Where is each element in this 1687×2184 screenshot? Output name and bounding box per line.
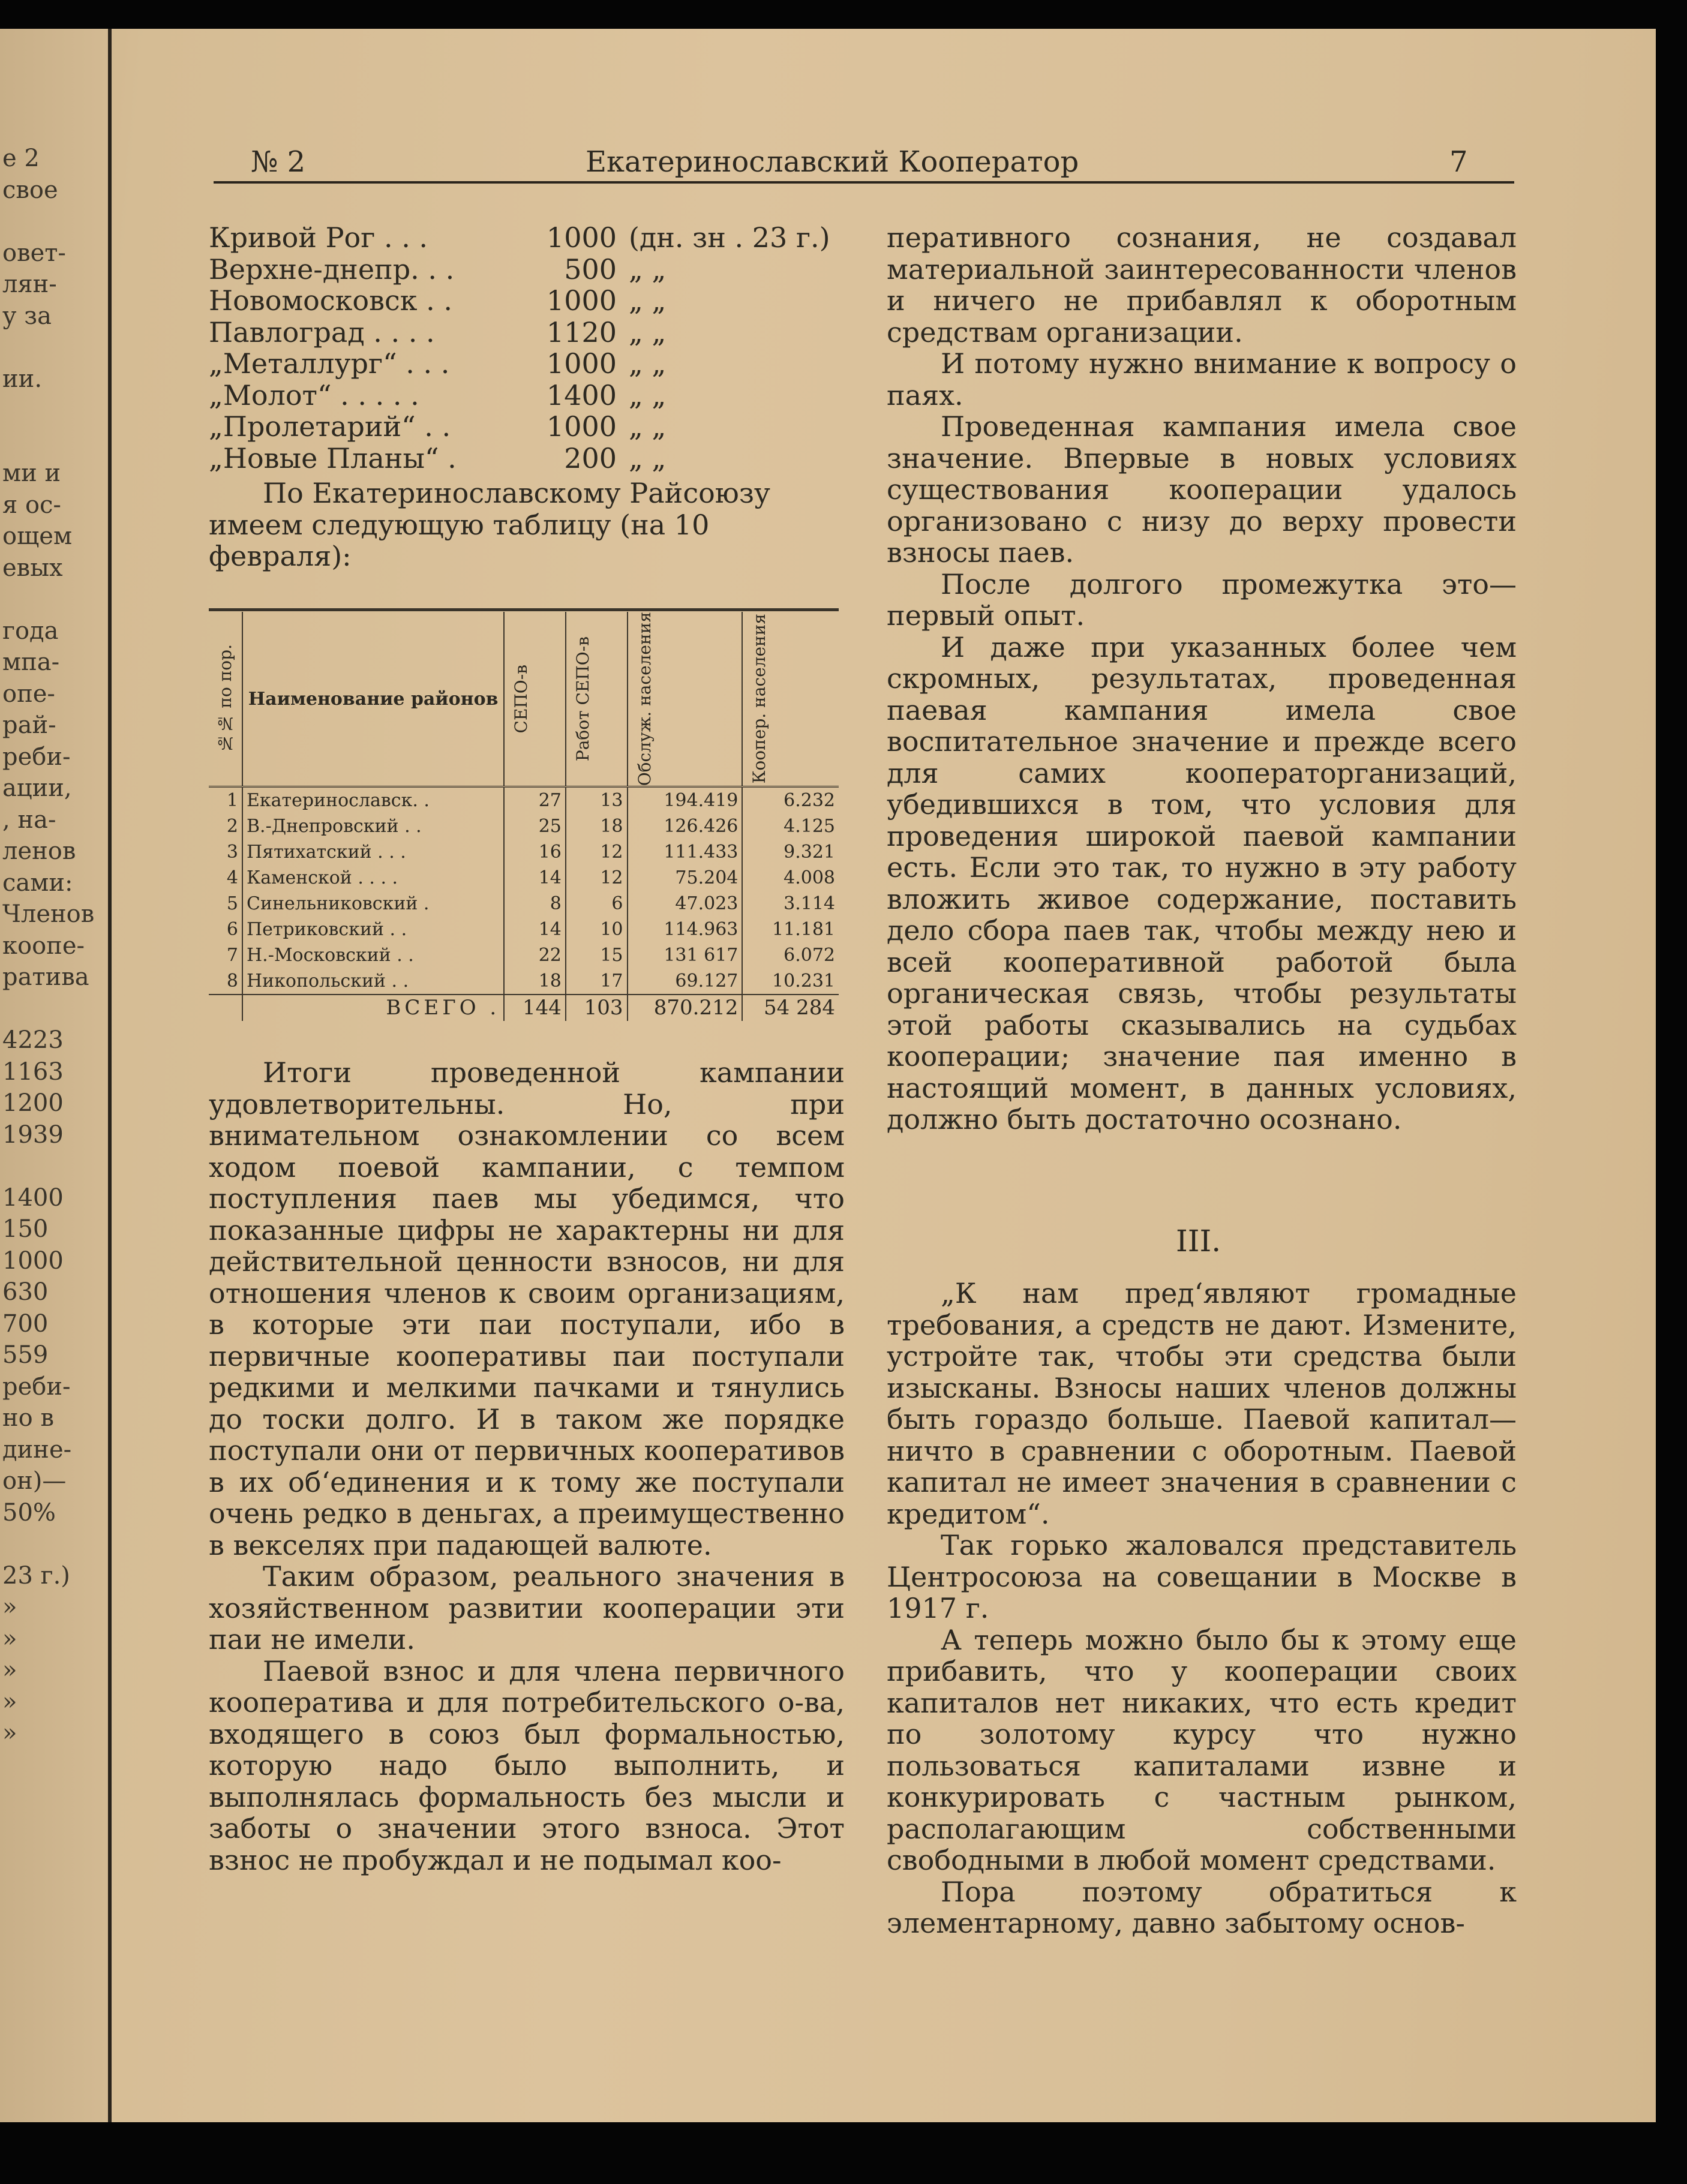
paragraph: перативного сознания, не создавал материальной заинтересованности членов и ничего не прибавлял к оборотным средствам организации. [887,221,1517,349]
union-list-row [209,317,845,349]
previous-page-line: евых [2,554,63,582]
cell-served: 47.023 [628,891,743,917]
cell-no: 3 [226,842,238,863]
cell-seno: 27 [504,787,566,814]
previous-page-line: 1400 [2,1183,64,1212]
total-served: 870.212 [628,995,743,1021]
previous-page-line: я ос- [2,491,61,519]
cell-no: 6 [226,919,238,941]
paragraph: Пора поэтому обратиться к элементарному, давно забытому основ- [887,1875,1517,1939]
previous-page-line: , на- [2,806,56,834]
cell-seno: 22 [504,942,566,968]
cell-coop: 6.232 [742,787,839,814]
col-header-served: Обслуж. населения [628,612,743,787]
previous-page-line: 630 [2,1278,49,1306]
previous-page-line: коопе- [2,932,85,960]
previous-page-line: 559 [2,1341,49,1369]
right-column-bottom [887,1278,1517,1939]
paragraph: И потому нужно внимание к вопросу о паях. [887,347,1517,411]
previous-page-line: рай- [2,711,56,739]
union-note: „ „ [629,316,667,349]
cell-seno: 14 [504,917,566,942]
cell-work: 15 [566,942,628,968]
cell-served: 131 617 [628,942,743,968]
previous-page-line: ации, [2,774,72,802]
cell-work: 17 [566,968,628,995]
previous-page-line: » [2,1624,17,1653]
union-list-row [209,443,845,474]
previous-page-line: е 2 [2,145,40,172]
cell-no: 5 [226,893,238,915]
cell-no: 2 [226,816,238,837]
union-note: „ „ [629,284,667,317]
previous-page-line: дине- [2,1435,72,1464]
previous-page-line: ленов [2,837,76,865]
union-list [209,222,845,474]
col-header-seno: СЕПО-в [504,612,566,787]
union-list-row [209,254,845,286]
cell-work: 13 [566,787,628,814]
table-row [209,942,839,968]
table-row [209,813,839,839]
table-row [209,968,839,995]
previous-page-line: года [2,617,59,645]
paragraph: После долгого промежутка это—первый опыт. [887,567,1517,632]
union-list-row [209,285,845,317]
previous-page-line: сами: [2,869,73,897]
cell-served: 75.204 [628,865,743,891]
union-name: Кривой Рог . . . [209,221,428,254]
col-header-work: Работ СЕПО-в [566,612,628,787]
col-header-name: Наименование районов [242,612,504,787]
union-list-row [209,380,845,411]
cell-served: 126.426 [628,813,743,839]
col-header-coop: Коопер. населения [742,612,839,787]
union-value: 1120 [546,316,617,349]
cell-served: 194.419 [628,787,743,814]
union-value: 1000 [546,284,617,317]
previous-page-line: ощем [2,522,73,550]
left-column-top [209,222,845,572]
total-seno: 144 [504,995,566,1021]
cell-work: 6 [566,891,628,917]
union-list-row [209,222,845,254]
cell-coop: 11.181 [742,917,839,942]
cell-seno: 14 [504,865,566,891]
cell-name: Екатеринославск. . [242,787,504,814]
cell-name: Н.-Московский . . [242,942,504,968]
table-row [209,891,839,917]
previous-page-line: » [2,1656,17,1684]
total-work: 103 [566,995,628,1021]
cell-work: 18 [566,813,628,839]
paragraph: „К нам пред‘являют громадные требования, а средств не дают. Измените, устройте так, чтобы эти средства были изысканы. Взносы наших членов должны быть гораздо больше. Паевой капитал—ничто в сравнении с оборотным. Паевой капитал не имеет значения в сравнении с кредитом“. [887,1277,1517,1530]
cell-served: 111.433 [628,839,743,865]
union-note: „ „ [629,378,667,411]
table-row [209,865,839,891]
right-column-top [887,222,1517,1135]
cell-name: Петриковский . . [242,917,504,942]
paragraph: И даже при указанных более чем скромных, результатах, проведенная паевая кампания имела свое воспитательное значение и прежде всего для самих кооператорганизаций, убедившихся в том, что условия для проведения широкой паевой кампании есть. Если это так, то нужно в эту работу вложить живое содержание, поставить дело сбора паев так, чтобы между нею и всей кооперативной работой была органическая связь, чтобы результаты этой работы сказывались на судьбах кооперации; значение пая именно в настоящий момент, в данных условиях, должно быть достаточно осознано. [887,630,1517,1135]
previous-page-line: он)— [2,1467,67,1495]
union-value: 1000 [546,410,617,443]
col-header-no: №№ по пор. [209,612,242,787]
previous-page-edge [0,29,112,2122]
cell-seno: 8 [504,891,566,917]
previous-page-line: реби- [2,743,71,771]
paragraph: Итоги проведенной кампании удовлетворительны. Но, при внимательном ознакомлении со всем ходом поевой кампании, с темпом поступления паев мы убедимся, что показанные цифры не характерны ни для действительной ценности взносов, ни для отношения членов к своим организациям, в которые эти паи поступали, ибо в первичные кооперативы паи поступали редкими и мелкими пачками и тянулись до тоски долго. И в таком же порядке поступали они от первичных кооперативов в их об‘единения и к тому же поступали очень редко в деньгах, а преимущественно в векселях при падающей валюте. [209,1056,845,1561]
table-top-rule [209,608,839,611]
union-name: „Молот“ . . . . . [209,378,419,411]
table-total-row [209,995,839,1021]
total-coop: 54 284 [742,995,839,1021]
table-intro: По Екатеринославскому Райсоюзу имеем следующую таблицу (на 10 февраля): [209,477,770,572]
issue-number: № 2 [251,145,306,179]
section-heading: III. [1176,1224,1221,1258]
cell-work: 12 [566,865,628,891]
union-value: 1000 [546,347,617,380]
cell-no: 7 [226,945,238,966]
previous-page-line: опе- [2,680,55,708]
previous-page-line: ми и [2,459,61,487]
previous-page-line: 23 г.) [2,1561,70,1590]
paragraph: Так горько жаловался представитель Центросоюза на совещании в Москве в 1917 г. [887,1529,1517,1624]
union-value: 1000 [546,221,617,254]
cell-coop: 4.125 [742,813,839,839]
union-note: (дн. зн . 23 г.) [629,221,830,254]
previous-page-line: 1939 [2,1120,64,1149]
journal-title: Екатеринославский Кооператор [586,145,1079,179]
cell-no: 8 [226,971,238,992]
previous-page-line: лян- [2,271,57,298]
union-name: Павлоград . . . . [209,316,435,349]
table-row [209,917,839,942]
union-name: „Металлург“ . . . [209,347,450,380]
page-header [214,143,1514,184]
previous-page-line: 1200 [2,1089,64,1117]
previous-page-line: 50% [2,1498,56,1527]
previous-page-line: 700 [2,1309,49,1338]
paragraph: Таким образом, реального значения в хозяйственном развитии кооперации эти паи не имели. [209,1560,845,1656]
cell-coop: 6.072 [742,942,839,968]
previous-page-line: свое [2,176,58,204]
cell-served: 69.127 [628,968,743,995]
cell-seno: 18 [504,968,566,995]
previous-page-line: но в [2,1404,54,1432]
previous-page-line: » [2,1593,17,1621]
cell-name: Пятихатский . . . [242,839,504,865]
cell-name: Синельниковский . [242,891,504,917]
cell-name: Никопольский . . [242,968,504,995]
union-note: „ „ [629,410,667,443]
cell-coop: 4.008 [742,865,839,891]
previous-page-line: ратива [2,963,89,991]
cell-coop: 3.114 [742,891,839,917]
union-note: „ „ [629,441,667,474]
union-list-row [209,411,845,443]
union-note: „ „ [629,253,667,286]
previous-page-line: » [2,1687,17,1716]
union-name: Новомосковск . . [209,284,452,317]
previous-page-line: Членов [2,900,95,928]
union-name: „Пролетарий“ . . [209,410,451,443]
paragraph: Проведенная кампания имела свое значение. Впервые в новых условиях существования кооперации удалось организовано с низу до верху провести взносы паев. [887,410,1517,569]
cell-served: 114.963 [628,917,743,942]
paragraph: Паевой взнос и для члена первичного кооператива и для потребительского о-ва, входящего в союз был формальностью, которую надо было выполнить, и выполнялась формальность без мысли и заботы о значении этого взноса. Этот взнос не пробуждал и не подымал коо- [209,1654,845,1876]
cell-seno: 16 [504,839,566,865]
previous-page-line: 1163 [2,1058,64,1086]
union-value: 500 [564,253,617,286]
cell-name: Каменской . . . . [242,865,504,891]
total-label: ВСЕГО . [242,995,504,1021]
union-note: „ „ [629,347,667,380]
union-list-row [209,348,845,380]
previous-page-line: реби- [2,1372,71,1401]
previous-page-line: 150 [2,1215,49,1243]
paragraph: А теперь можно было бы к этому еще прибавить, что у кооперации своих капиталов нет никаких, что есть кредит по золотому курсу что нужно пользоваться капиталами извне и конкурировать с частным рынком, располагающим собственными свободными в любой момент средствами. [887,1623,1517,1876]
previous-page-line: у за [2,302,52,330]
cell-coop: 10.231 [742,968,839,995]
previous-page-line: мпа- [2,648,60,676]
page-number: 7 [1449,145,1468,179]
table-row [209,839,839,865]
previous-page-line: ии. [2,365,43,393]
cell-work: 10 [566,917,628,942]
previous-page-line: 1000 [2,1246,64,1275]
cell-work: 12 [566,839,628,865]
union-value: 1400 [546,378,617,411]
raion-table [209,612,839,1021]
cell-seno: 25 [504,813,566,839]
left-column-bottom [209,1057,845,1876]
cell-no: 1 [226,790,238,812]
previous-page-line: 4223 [2,1026,64,1054]
cell-no: 4 [226,867,238,889]
table-row [209,787,839,814]
previous-page-line: овет- [2,239,66,267]
union-name: „Новые Планы“ . [209,441,457,474]
union-name: Верхне-днепр. . . [209,253,455,286]
union-value: 200 [564,441,617,474]
cell-name: В.-Днепровский . . [242,813,504,839]
cell-coop: 9.321 [742,839,839,865]
previous-page-line: » [2,1719,17,1747]
